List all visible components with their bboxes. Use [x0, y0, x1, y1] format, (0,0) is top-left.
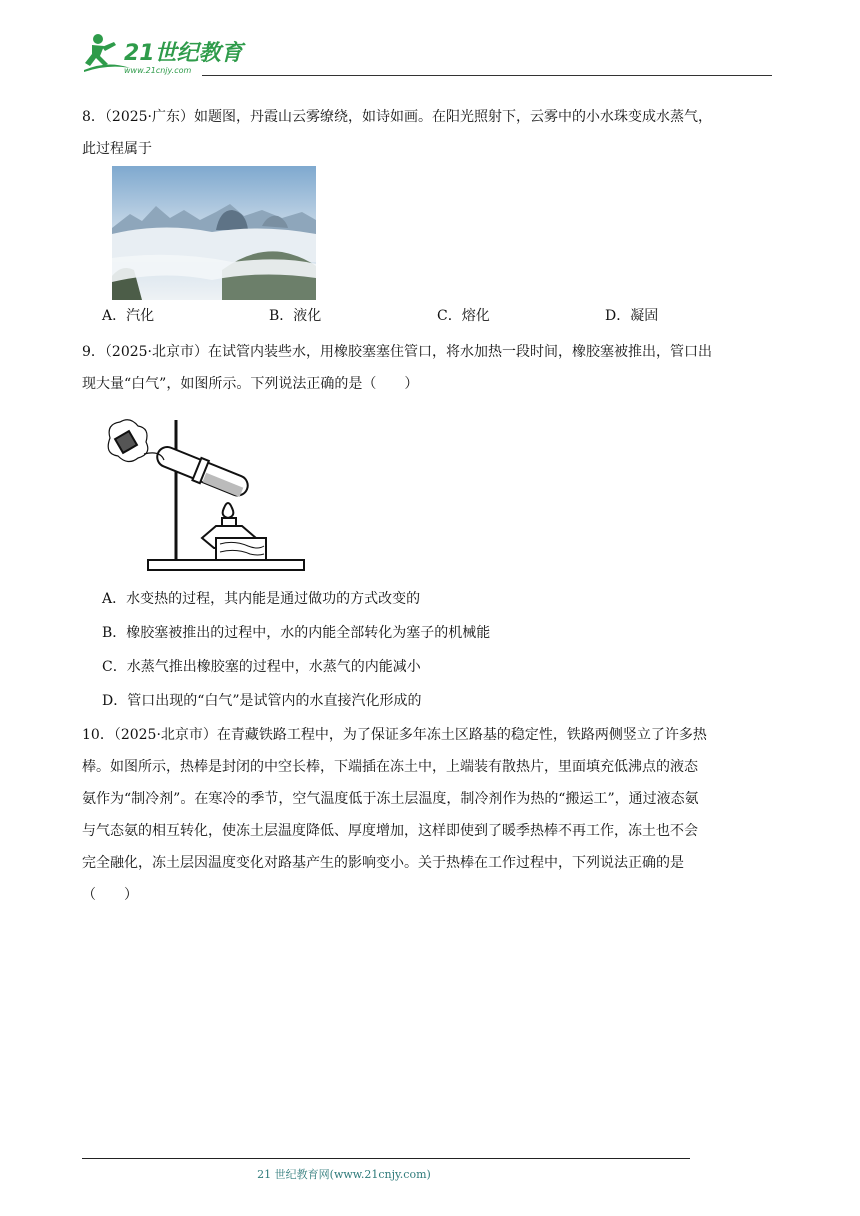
- page-footer: [0, 1166, 860, 1182]
- page-header: [78, 30, 772, 80]
- test-tube-heating-diagram: [104, 414, 308, 578]
- question-10-line-2: 棒。如图所示，热棒是封闭的中空长棒，下端插在冻土中，上端装有散热片，里面填充低沸点的液态: [82, 759, 698, 775]
- question-10-line-4: 与气态氨的相互转化，使冻土层温度降低、厚度增加，这样即使到了暖季热棒不再工作，冻土也不会: [82, 823, 698, 839]
- brand-logo-url: www.21cnjy.com: [124, 66, 192, 75]
- question-9-option-c[interactable]: C．水蒸气推出橡胶塞的过程中，水蒸气的内能减小: [102, 659, 421, 675]
- option-a[interactable]: A．汽化: [102, 308, 155, 324]
- question-8-line-2: 此过程属于: [82, 141, 152, 157]
- option-d[interactable]: D．凝固: [605, 308, 659, 324]
- option-c[interactable]: C．熔化: [437, 308, 490, 324]
- question-10-line-3: 氨作为“制冷剂”。在寒冷的季节，空气温度低于冻土层温度，制冷剂作为热的“搬运工”，通过液态氨: [82, 791, 699, 807]
- footer-divider: [82, 1158, 690, 1159]
- question-10-line-5: 完全融化，冻土层因温度变化对路基产生的影响变小。关于热棒在工作过程中，下列说法正确的是: [82, 855, 684, 871]
- brand-logo: [78, 30, 248, 76]
- question-10-line-6: （ ）: [82, 887, 138, 903]
- question-9-option-a[interactable]: A．水变热的过程，其内能是通过做功的方式改变的: [102, 591, 421, 607]
- question-9-line-1: 9．（2025·北京市）在试管内装些水，用橡胶塞塞住管口，将水加热一段时间，橡胶塞被推出，管口出: [82, 344, 712, 360]
- question-10-line-1: 10．（2025·北京市）在青藏铁路工程中，为了保证多年冻土区路基的稳定性，铁路两侧竖立了许多热: [82, 727, 707, 743]
- question-9: [82, 336, 772, 400]
- option-b[interactable]: B．液化: [269, 308, 322, 324]
- footer-text[interactable]: 21 世纪教育网(www.21cnjy.com): [257, 1168, 431, 1181]
- question-9-option-b[interactable]: B．橡胶塞被推出的过程中，水的内能全部转化为塞子的机械能: [102, 625, 491, 641]
- question-9-line-2: 现大量“白气”，如图所示。下列说法正确的是（ ）: [82, 376, 419, 392]
- question-8: [82, 101, 772, 165]
- question-8-line-1: 8．（2025·广东）如题图，丹霞山云雾缭绕，如诗如画。在阳光照射下，云雾中的小水珠变成水蒸气，: [82, 109, 712, 125]
- question-9-option-d[interactable]: D．管口出现的“白气”是试管内的水直接汽化形成的: [102, 693, 422, 709]
- mountain-cloud-photo: [112, 166, 316, 300]
- question-10: [82, 719, 772, 911]
- question-8-options: [102, 305, 742, 331]
- brand-logo-text: 21世纪教育: [124, 41, 243, 66]
- header-divider: [202, 75, 772, 76]
